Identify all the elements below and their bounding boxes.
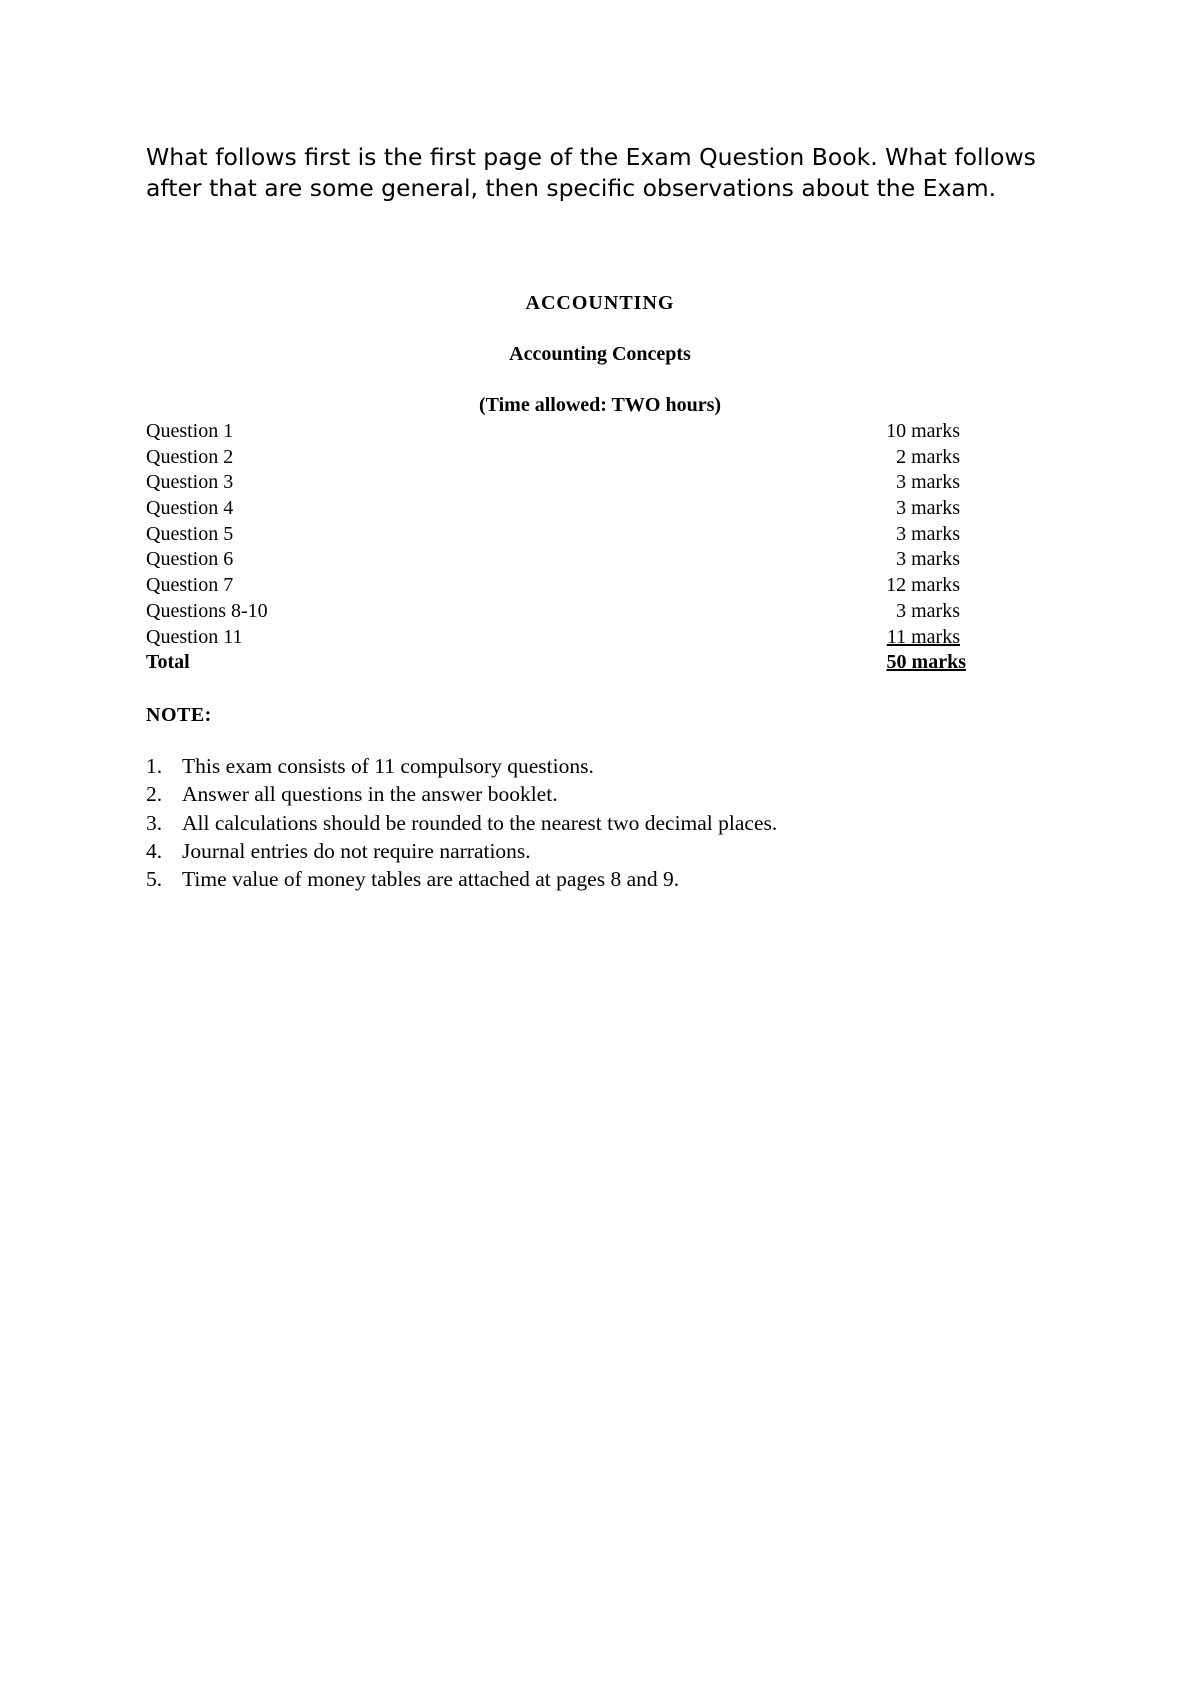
note-number: 1. bbox=[146, 754, 163, 778]
question-label: Question 4 bbox=[146, 497, 234, 520]
question-label: Questions 8-10 bbox=[146, 599, 268, 622]
question-label: Question 1 bbox=[146, 420, 234, 442]
total-marks: 50 marks bbox=[886, 651, 966, 674]
marks-allocation-table bbox=[146, 419, 966, 676]
marks-row bbox=[146, 547, 966, 573]
time-allowed-heading: (Time allowed: TWO hours) bbox=[478, 394, 722, 416]
question-label: Question 3 bbox=[146, 471, 234, 494]
question-label: Question 11 bbox=[146, 625, 243, 648]
note-number: 3. bbox=[146, 810, 163, 835]
note-item bbox=[146, 780, 777, 808]
note-text: Answer all questions in the answer booklet. bbox=[182, 782, 558, 807]
question-marks: 10 marks bbox=[886, 420, 960, 442]
question-marks: 3 marks bbox=[896, 497, 960, 520]
marks-row bbox=[146, 573, 966, 599]
marks-row bbox=[146, 419, 966, 445]
question-marks: 3 marks bbox=[896, 548, 960, 571]
note-item bbox=[146, 865, 777, 893]
marks-row bbox=[146, 470, 966, 496]
note-number: 2. bbox=[146, 782, 163, 807]
question-marks: 3 marks bbox=[896, 522, 960, 545]
question-marks: 12 marks bbox=[886, 574, 960, 597]
exam-subject-heading: ACCOUNTING bbox=[525, 292, 675, 314]
note-item bbox=[146, 837, 777, 865]
note-text: Journal entries do not require narrations. bbox=[182, 838, 531, 863]
note-text: This exam consists of 11 compulsory questions. bbox=[182, 754, 594, 778]
question-label: Question 7 bbox=[146, 574, 234, 597]
note-heading: NOTE: bbox=[146, 704, 212, 726]
note-item bbox=[146, 809, 777, 837]
intro-paragraph: What follows first is the first page of the Exam Question Book. What follows after that are some general, then specific observations about the Exam. bbox=[146, 143, 1036, 202]
note-text: Time value of money tables are attached at pages 8 and 9. bbox=[182, 867, 680, 892]
total-label: Total bbox=[146, 651, 190, 674]
question-marks: 2 marks bbox=[896, 445, 960, 468]
note-number: 4. bbox=[146, 838, 163, 863]
question-label: Question 2 bbox=[146, 445, 234, 468]
question-marks: 11 marks bbox=[886, 625, 960, 648]
marks-row bbox=[146, 496, 966, 522]
marks-row bbox=[146, 625, 966, 651]
question-label: Question 6 bbox=[146, 548, 234, 571]
note-number: 5. bbox=[146, 867, 163, 892]
total-row bbox=[146, 650, 966, 676]
note-item bbox=[146, 752, 777, 780]
notes-list bbox=[146, 752, 777, 893]
marks-row bbox=[146, 599, 966, 625]
question-label: Question 5 bbox=[146, 522, 234, 545]
question-marks: 3 marks bbox=[896, 599, 960, 622]
marks-row bbox=[146, 445, 966, 471]
question-marks: 3 marks bbox=[896, 471, 960, 494]
note-text: All calculations should be rounded to the nearest two decimal places. bbox=[182, 810, 778, 835]
exam-paper-heading: Accounting Concepts bbox=[509, 343, 691, 365]
marks-row bbox=[146, 522, 966, 548]
